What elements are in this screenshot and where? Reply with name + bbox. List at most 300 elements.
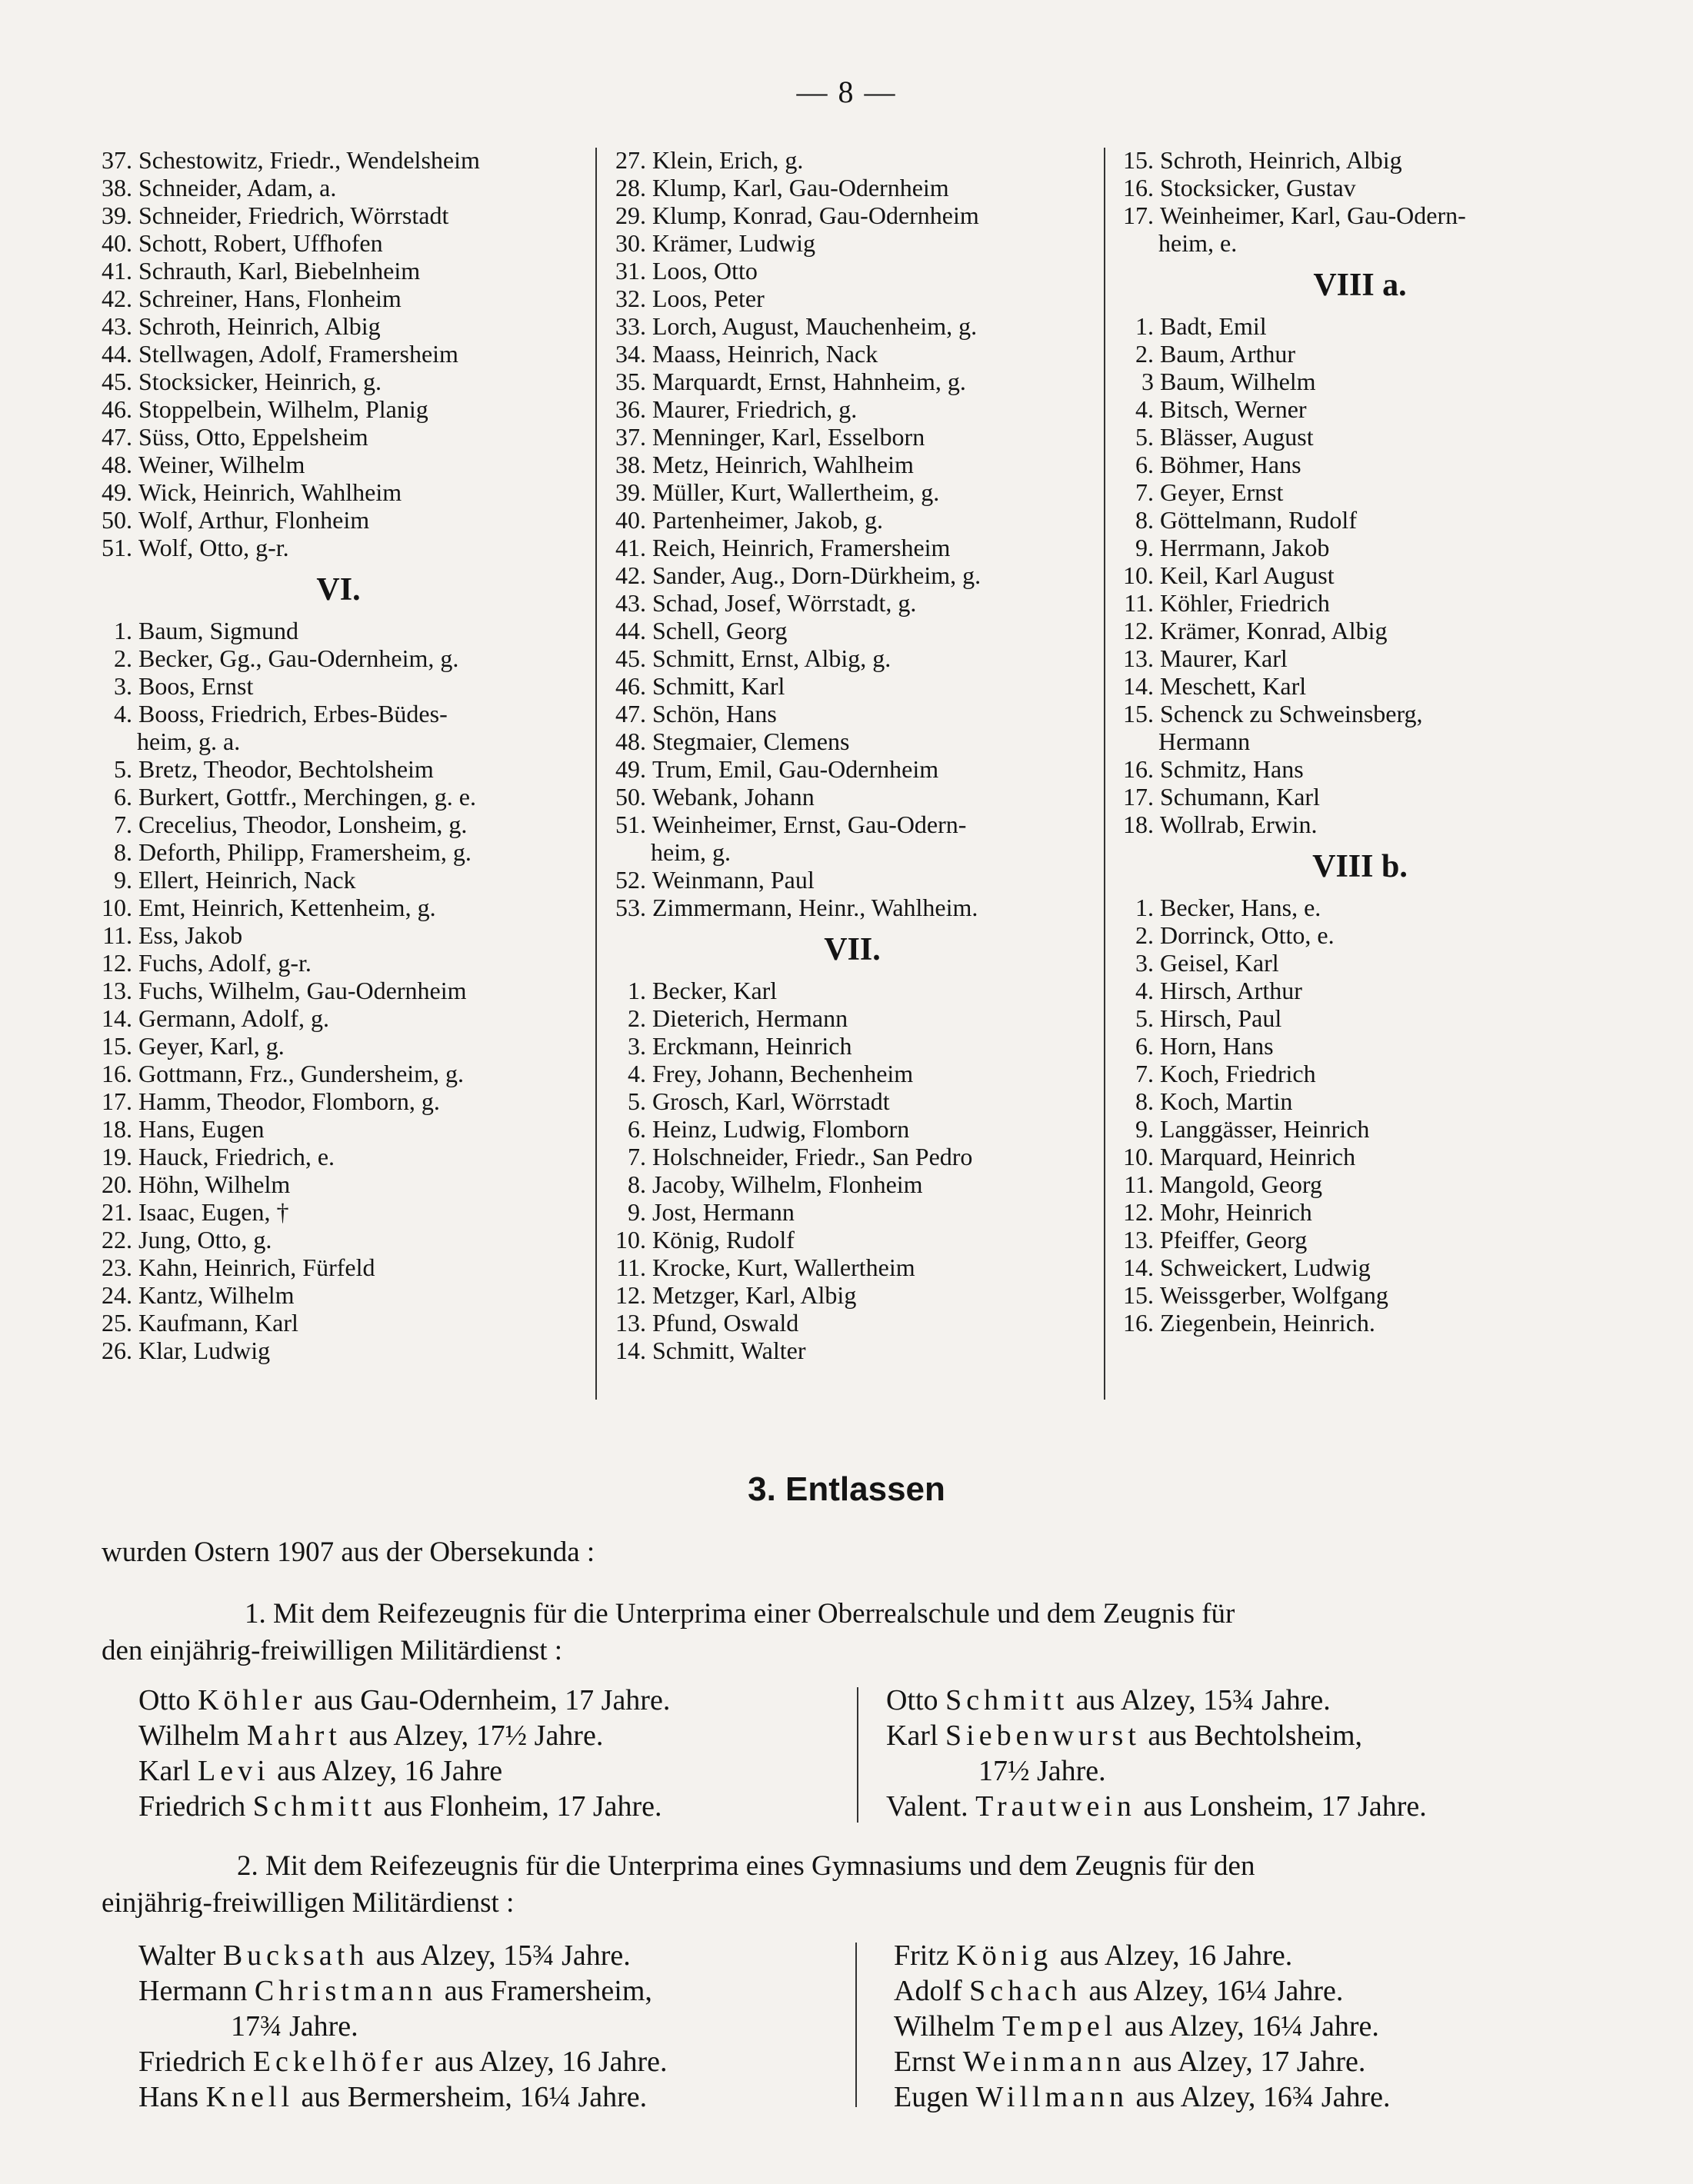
graduate-surname: Willmann (975, 2081, 1129, 2113)
list-item (92, 201, 585, 229)
list-item-number: 38. (102, 174, 132, 201)
list-item-number: 48. (615, 727, 646, 755)
graduate-details: aus Flonheim, 17 Jahre. (383, 1790, 662, 1823)
list-item-name: Weissgerber, Wolfgang (1160, 1281, 1388, 1309)
list-item-name: Ziegenbein, Heinrich. (1160, 1309, 1375, 1337)
list-item-number: 40. (102, 229, 132, 257)
list-item-number: 2. (1135, 340, 1154, 368)
list-item-number: 1. (1135, 894, 1154, 921)
list-item-name: Ess, Jakob (138, 921, 243, 949)
list-item-number: 46. (615, 672, 646, 700)
list-item-number: 6. (1135, 451, 1154, 478)
list-item-number: 44. (615, 617, 646, 644)
graduate-details: aus Alzey, 17 Jahre. (1132, 2046, 1366, 2078)
list-item-name: Schneider, Friedrich, Wörrstadt (138, 201, 449, 229)
list-item-number: 40. (615, 506, 646, 534)
list-item-number: 49. (102, 478, 132, 506)
list-item-name: Germann, Adolf, g. (138, 1004, 329, 1032)
list-item (92, 478, 585, 506)
paragraph-2-line-2: einjährig-freiwilligen Militärdienst : (102, 1887, 515, 1919)
list-item-continuation: heim, e. (1158, 229, 1238, 257)
list-item-name: Loos, Peter (652, 285, 765, 312)
graduate-entry (894, 2044, 1391, 2079)
list-item-number: 24. (102, 1281, 132, 1309)
list-item (606, 423, 1098, 451)
list-item (92, 368, 585, 395)
list-item-name: Hans, Eugen (138, 1115, 265, 1143)
list-item-name: Webank, Johann (652, 783, 815, 811)
list-item-name: Krocke, Kurt, Wallertheim (652, 1253, 915, 1281)
list-item-number: 1. (628, 977, 646, 1004)
list-item-number: 12. (1123, 1198, 1154, 1226)
list-item-name: Koch, Friedrich (1160, 1060, 1316, 1087)
list-item-number: 13. (102, 977, 132, 1004)
list-item-name: Erckmann, Heinrich (652, 1032, 852, 1060)
list-item (92, 700, 585, 727)
list-item-number: 2. (628, 1004, 646, 1032)
list-item-name: Schott, Robert, Uffhofen (138, 229, 383, 257)
list-item-number: 5. (1135, 423, 1154, 451)
list-item (606, 1143, 1098, 1170)
list-item-number: 37. (102, 146, 132, 174)
list-item (92, 506, 585, 534)
list-item-number: 42. (615, 561, 646, 589)
graduate-first-name: Wilhelm (138, 1720, 240, 1752)
list-item-name: Köhler, Friedrich (1160, 589, 1330, 617)
list-item-name: Langgässer, Heinrich (1160, 1115, 1370, 1143)
list-item-number: 33. (615, 312, 646, 340)
list-item-number: 19. (102, 1143, 132, 1170)
list-item-name: Gottmann, Frz., Gundersheim, g. (138, 1060, 465, 1087)
list-item (92, 977, 585, 1004)
graduate-surname: Christmann (254, 1975, 438, 2007)
list-item-name: Klein, Erich, g. (652, 146, 804, 174)
list-item-continuation: Hermann (1158, 727, 1251, 755)
list-item (606, 1170, 1098, 1198)
list-item (606, 1337, 1098, 1364)
list-item-number: 14. (1123, 1253, 1154, 1281)
graduate-details: aus Alzey, 16 Jahre. (1059, 1939, 1293, 1972)
list-item-name: Keil, Karl August (1160, 561, 1335, 589)
graduate-details: aus Lonsheim, 17 Jahre. (1143, 1790, 1427, 1823)
list-item (606, 257, 1098, 285)
graduate-entry (138, 1973, 667, 2009)
graduate-details: aus Bermersheim, 16¼ Jahre. (301, 2081, 648, 2113)
list-item-number: 1. (114, 617, 132, 644)
list-item-name: Jung, Otto, g. (138, 1226, 272, 1253)
list-item-name: Marquard, Heinrich (1160, 1143, 1356, 1170)
list-item-name: Höhn, Wilhelm (138, 1170, 291, 1198)
list-item (606, 672, 1098, 700)
list-item-number: 20. (102, 1170, 132, 1198)
list-item-number: 16. (1123, 174, 1154, 201)
list-item (92, 755, 585, 783)
list-item-name: Wolf, Arthur, Flonheim (138, 506, 370, 534)
list-item-number: 11. (1124, 589, 1154, 617)
list-item-name: Klump, Karl, Gau-Odernheim (652, 174, 949, 201)
list-item (92, 1226, 585, 1253)
graduate-surname: Schmitt (945, 1684, 1069, 1716)
list-item-number: 51. (102, 534, 132, 561)
list-item-name: Weinmann, Paul (652, 866, 815, 894)
list-item-name: Maurer, Friedrich, g. (652, 395, 858, 423)
list-item-name: Pfund, Oswald (652, 1309, 799, 1337)
list-item-number: 36. (615, 395, 646, 423)
graduate-entry (894, 1938, 1391, 1973)
graduate-entry (138, 1789, 670, 1824)
list-item (1114, 1004, 1606, 1032)
graduate-details: aus Framersheim, (444, 1975, 652, 2007)
graduate-details: aus Alzey, 16¾ Jahre. (1135, 2081, 1391, 2113)
list-item-name: Pfeiffer, Georg (1160, 1226, 1308, 1253)
list-item (92, 1060, 585, 1087)
list-item (1114, 1226, 1606, 1253)
graduate-first-name: Walter (138, 1939, 216, 1972)
list-item-number: 2. (1135, 921, 1154, 949)
list-item-name: Mangold, Georg (1160, 1170, 1322, 1198)
list-item-name: Schmitz, Hans (1160, 755, 1304, 783)
graduate-entry (138, 1753, 670, 1789)
list-item-name: Klar, Ludwig (138, 1337, 271, 1364)
list-item-number: 3. (1135, 949, 1154, 977)
list-item-name: Deforth, Philipp, Framersheim, g. (138, 838, 472, 866)
list-item (606, 229, 1098, 257)
list-item-name: Holschneider, Friedr., San Pedro (652, 1143, 973, 1170)
list-item-name: Baum, Arthur (1160, 340, 1295, 368)
list-item-name: Schumann, Karl (1160, 783, 1320, 811)
graduate-entry (138, 1938, 667, 1973)
list-item-name: Schell, Georg (652, 617, 788, 644)
list-item (606, 285, 1098, 312)
list-item (92, 174, 585, 201)
list-item-name: Metz, Heinrich, Wahlheim (652, 451, 914, 478)
list-item-name: Zimmermann, Heinr., Wahlheim. (652, 894, 978, 921)
list-item-name: Wollrab, Erwin. (1160, 811, 1318, 838)
list-item-name: Menninger, Karl, Esselborn (652, 423, 925, 451)
page-number: — 8 — (796, 75, 897, 109)
graduate-entry (886, 1789, 1427, 1824)
graduate-first-name: Friedrich (138, 2046, 246, 2078)
graduate-details: aus Bechtolsheim, (1148, 1720, 1363, 1752)
section-title: 3. Entlassen (748, 1470, 945, 1508)
list-item-number: 14. (102, 1004, 132, 1032)
list-item-number: 51. (615, 811, 646, 838)
list-column-middle (606, 146, 1098, 1364)
list-item (606, 755, 1098, 783)
list-item (1114, 561, 1606, 589)
graduate-surname: Trautwein (975, 1790, 1136, 1823)
list-item-name: Stocksicker, Heinrich, g. (138, 368, 382, 395)
list-item-number: 15. (1123, 146, 1154, 174)
section-intro: wurden Ostern 1907 aus der Obersekunda : (102, 1536, 595, 1568)
list-item (606, 894, 1098, 921)
list-item-number: 9. (114, 866, 132, 894)
graduate-surname: Bucksath (222, 1939, 369, 1972)
list-item-name: Schrauth, Karl, Biebelnheim (138, 257, 421, 285)
list-item-name: Emt, Heinrich, Kettenheim, g. (138, 894, 436, 921)
list-item-name: Loos, Otto (652, 257, 758, 285)
list-item-number: 53. (615, 894, 646, 921)
graduates-divider (857, 1687, 858, 1823)
list-item-number: 52. (615, 866, 646, 894)
list-item-name: Kahn, Heinrich, Fürfeld (138, 1253, 375, 1281)
graduate-details: 17¾ Jahre. (231, 2010, 358, 2043)
list-item-name: Becker, Gg., Gau-Odernheim, g. (138, 644, 459, 672)
list-item (606, 561, 1098, 589)
list-item-name: Becker, Karl (652, 977, 778, 1004)
list-item-name: Fuchs, Adolf, g-r. (138, 949, 312, 977)
list-item-name: Stoppelbein, Wilhelm, Planig (138, 395, 428, 423)
list-item (92, 894, 585, 921)
list-item-name: Koch, Martin (1160, 1087, 1293, 1115)
graduate-first-name: Karl (886, 1720, 938, 1752)
list-item-number: 3. (628, 1032, 646, 1060)
list-item-number: 15. (1123, 700, 1154, 727)
list-item-number: 26. (102, 1337, 132, 1364)
list-item-name: Weiner, Wilhelm (138, 451, 305, 478)
list-item (92, 672, 585, 700)
list-item-name: Kantz, Wilhelm (138, 1281, 295, 1309)
list-item-number: 48. (102, 451, 132, 478)
list-item-number: 3. (114, 672, 132, 700)
list-item-number: 11. (1124, 1170, 1154, 1198)
graduate-surname: Schach (969, 1975, 1081, 2007)
list-item (1114, 1170, 1606, 1198)
list-item-name: Bretz, Theodor, Bechtolsheim (138, 755, 434, 783)
column-divider (1104, 148, 1105, 1400)
list-item (92, 838, 585, 866)
list-item-number: 41. (615, 534, 646, 561)
list-item-number: 9. (1135, 534, 1154, 561)
list-item (606, 1281, 1098, 1309)
graduate-surname: Tempel (1001, 2010, 1118, 2043)
list-item-number: 34. (615, 340, 646, 368)
graduate-entry (894, 1973, 1391, 2009)
list-item-name: Isaac, Eugen, † (138, 1198, 289, 1226)
list-item (92, 312, 585, 340)
list-item-number: 8. (114, 838, 132, 866)
list-item (606, 146, 1098, 174)
graduate-surname: König (956, 1939, 1053, 1972)
list-item-name: Ellert, Heinrich, Nack (138, 866, 356, 894)
list-item (1114, 977, 1606, 1004)
list-item-number: 46. (102, 395, 132, 423)
list-item-name: Trum, Emil, Gau-Odernheim (652, 755, 939, 783)
list-item (92, 783, 585, 811)
list-item (606, 1309, 1098, 1337)
list-item (92, 866, 585, 894)
graduate-surname: Eckelhöfer (252, 2046, 428, 2078)
list-item-number: 13. (1123, 644, 1154, 672)
list-item (606, 478, 1098, 506)
list-item (1114, 423, 1606, 451)
list-item-number: 45. (102, 368, 132, 395)
list-item-number: 15. (1123, 1281, 1154, 1309)
list-item (606, 395, 1098, 423)
list-item-name: Metzger, Karl, Albig (652, 1281, 857, 1309)
list-item-name: Schweickert, Ludwig (1160, 1253, 1371, 1281)
list-item (1114, 811, 1606, 838)
list-item (92, 423, 585, 451)
list-item-name: Partenheimer, Jakob, g. (652, 506, 883, 534)
list-item (92, 1281, 585, 1309)
list-item (92, 1337, 585, 1364)
list-item-number: 22. (102, 1226, 132, 1253)
list-column-left (92, 146, 585, 1364)
list-item-name: Dorrinck, Otto, e. (1160, 921, 1335, 949)
list-item-name: Schreiner, Hans, Flonheim (138, 285, 402, 312)
list-item-name: Grosch, Karl, Wörrstadt (652, 1087, 890, 1115)
list-item-number: 28. (615, 174, 646, 201)
list-item (92, 340, 585, 368)
graduate-first-name: Otto (886, 1684, 938, 1716)
list-item-name: Hirsch, Paul (1160, 1004, 1282, 1032)
list-item-number: 7. (1135, 1060, 1154, 1087)
class-heading: VIII a. (1313, 268, 1407, 303)
list-item-name: Blässer, August (1160, 423, 1314, 451)
list-item-name: Böhmer, Hans (1160, 451, 1301, 478)
list-item (92, 285, 585, 312)
graduate-first-name: Hermann (138, 1975, 248, 2007)
list-item (606, 811, 1098, 838)
list-item-name: Süss, Otto, Eppelsheim (138, 423, 368, 451)
graduate-first-name: Karl (138, 1755, 191, 1787)
list-item-number: 7. (628, 1143, 646, 1170)
graduate-entry (886, 1753, 1427, 1789)
list-item (606, 1198, 1098, 1226)
list-item-name: Geyer, Karl, g. (138, 1032, 285, 1060)
list-item (1114, 700, 1606, 727)
list-item-name: Weinheimer, Ernst, Gau-Odern- (652, 811, 967, 838)
list-item (606, 644, 1098, 672)
graduates-oberrealschule-right (886, 1683, 1427, 1824)
list-item (92, 1143, 585, 1170)
paragraph-1-line-2: den einjährig-freiwilligen Militärdienst : (102, 1635, 563, 1666)
list-item-number: 8. (1135, 1087, 1154, 1115)
list-item-name: König, Rudolf (652, 1226, 795, 1253)
graduate-surname: Mahrt (246, 1720, 342, 1752)
list-item (92, 146, 585, 174)
list-item-number: 47. (102, 423, 132, 451)
list-item-number: 16. (1123, 1309, 1154, 1337)
graduate-entry (894, 2079, 1391, 2115)
list-item-number: 32. (615, 285, 646, 312)
list-item-number: 4. (628, 1060, 646, 1087)
list-item (1114, 1087, 1606, 1115)
list-item (92, 534, 585, 561)
list-item (1114, 1309, 1606, 1337)
list-item-number: 17. (1123, 201, 1154, 229)
list-item-number: 31. (615, 257, 646, 285)
graduate-first-name: Eugen (894, 2081, 969, 2113)
list-item-name: Kaufmann, Karl (138, 1309, 298, 1337)
graduate-entry (886, 1683, 1427, 1718)
list-item (1114, 589, 1606, 617)
list-item-name: Schad, Josef, Wörrstadt, g. (652, 589, 917, 617)
graduate-first-name: Ernst (894, 2046, 956, 2078)
list-item-name: Jost, Hermann (652, 1198, 795, 1226)
graduates-gymnasium-right (894, 1938, 1391, 2115)
list-item-name: Fuchs, Wilhelm, Gau-Odernheim (138, 977, 467, 1004)
list-item-number: 50. (615, 783, 646, 811)
list-item (606, 1060, 1098, 1087)
list-item-number: 17. (102, 1087, 132, 1115)
graduate-entry (886, 1718, 1427, 1753)
graduate-first-name: Otto (138, 1684, 191, 1716)
list-item-number: 21. (102, 1198, 132, 1226)
list-item (606, 866, 1098, 894)
graduate-surname: Siebenwurst (945, 1720, 1141, 1752)
list-item (1114, 1032, 1606, 1060)
list-item-number: 10. (102, 894, 132, 921)
graduate-details: aus Alzey, 16 Jahre. (434, 2046, 668, 2078)
list-item (606, 201, 1098, 229)
list-item (606, 1226, 1098, 1253)
list-item (92, 1004, 585, 1032)
list-item (92, 921, 585, 949)
list-item-number: 9. (1135, 1115, 1154, 1143)
list-item (92, 1198, 585, 1226)
column-divider (595, 148, 597, 1400)
graduate-entry (138, 1718, 670, 1753)
list-item (1114, 146, 1606, 174)
paragraph-1-line-1: 1. Mit dem Reifezeugnis für die Unterprima einer Oberrealschule und dem Zeugnis für (245, 1598, 1235, 1630)
list-item-name: Mohr, Heinrich (1160, 1198, 1312, 1226)
list-item-number: 6. (628, 1115, 646, 1143)
list-item-name: Stellwagen, Adolf, Framersheim (138, 340, 458, 368)
list-item-name: Boos, Ernst (138, 672, 254, 700)
list-item-name: Marquardt, Ernst, Hahnheim, g. (652, 368, 966, 395)
list-item (606, 700, 1098, 727)
graduate-entry (138, 1683, 670, 1718)
list-item (92, 1170, 585, 1198)
list-item-name: Geisel, Karl (1160, 949, 1279, 977)
list-item-number: 17. (1123, 783, 1154, 811)
graduates-gymnasium-left (138, 1938, 667, 2115)
list-item-name: Booss, Friedrich, Erbes-Büdes- (138, 700, 448, 727)
list-item-name: Dieterich, Hermann (652, 1004, 848, 1032)
list-item (1114, 174, 1606, 201)
list-column-right (1114, 146, 1606, 1337)
list-item-name: Krämer, Konrad, Albig (1160, 617, 1388, 644)
class-heading: VIII b. (1312, 849, 1408, 884)
paragraph-2-line-1: 2. Mit dem Reifezeugnis für die Unterprima eines Gymnasiums und dem Zeugnis für den (237, 1850, 1255, 1882)
list-item-number: 4. (114, 700, 132, 727)
list-item-name: Heinz, Ludwig, Flomborn (652, 1115, 910, 1143)
list-item (1114, 340, 1606, 368)
list-item-name: Meschett, Karl (1160, 672, 1307, 700)
list-item (606, 1004, 1098, 1032)
list-item (606, 589, 1098, 617)
graduates-oberrealschule-left (138, 1683, 670, 1824)
list-item-name: Becker, Hans, e. (1160, 894, 1321, 921)
graduate-entry (138, 2009, 667, 2044)
list-item-number: 23. (102, 1253, 132, 1281)
list-item-number: 44. (102, 340, 132, 368)
list-item-number: 41. (102, 257, 132, 285)
graduate-details: aus Alzey, 15¾ Jahre. (375, 1939, 631, 1972)
list-item (92, 1115, 585, 1143)
list-item-name: Badt, Emil (1160, 312, 1267, 340)
list-item (1114, 312, 1606, 340)
graduates-divider (855, 1943, 857, 2107)
list-item-number: 12. (102, 949, 132, 977)
list-item (606, 451, 1098, 478)
list-item-number: 14. (615, 1337, 646, 1364)
list-item (1114, 894, 1606, 921)
graduate-first-name: Adolf (894, 1975, 962, 2007)
list-item (92, 229, 585, 257)
